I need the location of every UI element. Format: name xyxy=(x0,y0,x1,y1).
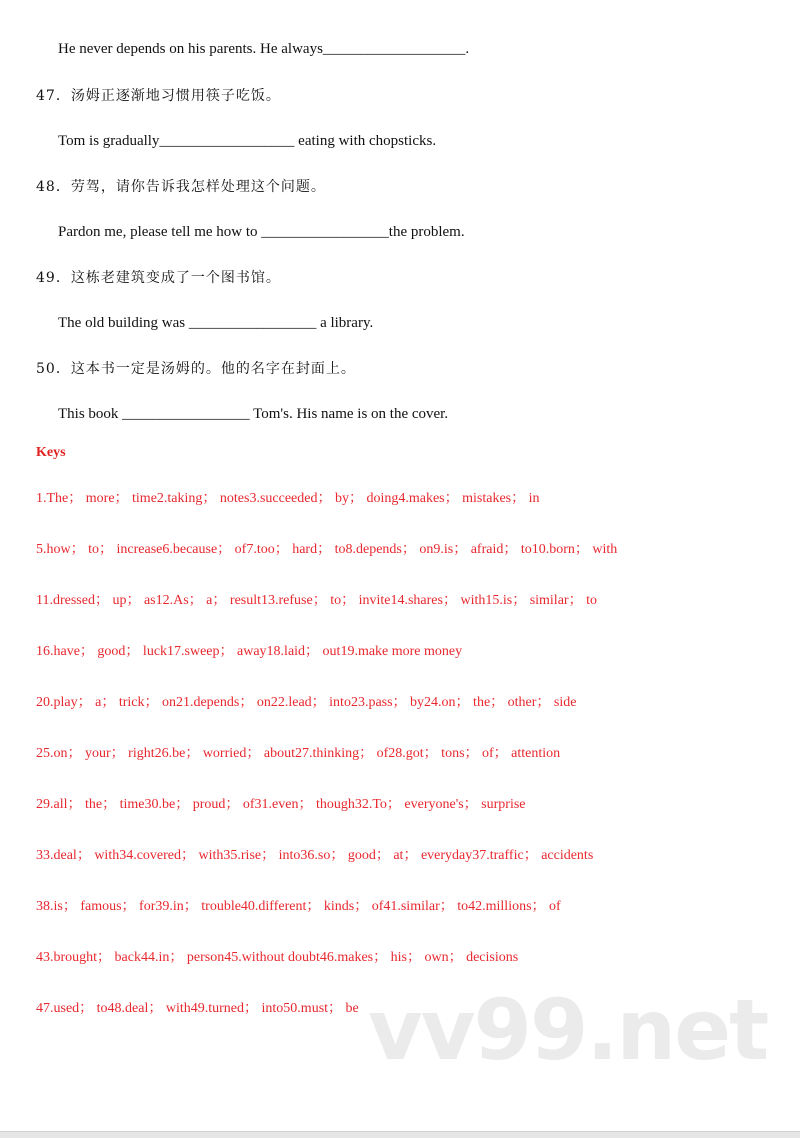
question-46-english: He never depends on his parents. He always___________________. xyxy=(58,41,470,57)
question-48-english: Pardon me, please tell me how to _________________the problem. xyxy=(58,224,465,240)
key-line: 11.dressed； up； as12.As； a； result13.refuse； to； invite14.shares； with15.is； similar； to xyxy=(36,593,597,608)
key-line: 16.have； good； luck17.sweep； away18.laid； out19.make more money xyxy=(36,644,463,659)
key-line: 38.is； famous； for39.in； trouble40.different； kinds； of41.similar； to42.millions； of xyxy=(36,899,561,914)
key-line: 5.how； to； increase6.because； of7.too； hard； to8.depends； on9.is； afraid； to10.born； with xyxy=(36,542,618,557)
question-47-english: Tom is gradually__________________ eating with chopsticks. xyxy=(58,133,437,149)
key-line: 25.on； your； right26.be； worried； about27.thinking； of28.got； tons； of； attention xyxy=(36,746,561,761)
question-48-chinese: 48．劳驾，请你告诉我怎样处理这个问题。 xyxy=(36,179,326,195)
key-line: 47.used； to48.deal； with49.turned； into50.must； be xyxy=(36,1001,359,1016)
keys-heading: Keys xyxy=(36,445,66,460)
key-line: 20.play； a； trick； on21.depends； on22.lead； into23.pass； by24.on； the； other； side xyxy=(36,695,577,710)
question-50-chinese: 50．这本书一定是汤姆的。他的名字在封面上。 xyxy=(36,361,356,377)
question-49-chinese: 49．这栋老建筑变成了一个图书馆。 xyxy=(36,270,281,286)
key-line: 1.The； more； time2.taking； notes3.succeeded； by； doing4.makes； mistakes； in xyxy=(36,491,540,506)
question-50-english: This book _________________ Tom's. His name is on the cover. xyxy=(58,406,449,422)
question-47-chinese: 47．汤姆正逐渐地习惯用筷子吃饭。 xyxy=(36,88,281,104)
key-line: 33.deal； with34.covered； with35.rise； into36.so； good； at； everyday37.traffic； accidents xyxy=(36,848,594,863)
key-line: 43.brought； back44.in； person45.without doubt46.makes； his； own； decisions xyxy=(36,950,519,965)
key-line: 29.all； the； time30.be； proud； of31.even； though32.To； everyone's； surprise xyxy=(36,797,526,812)
question-49-english: The old building was _________________ a library. xyxy=(58,315,374,331)
watermark: vv99.net xyxy=(368,981,768,1079)
